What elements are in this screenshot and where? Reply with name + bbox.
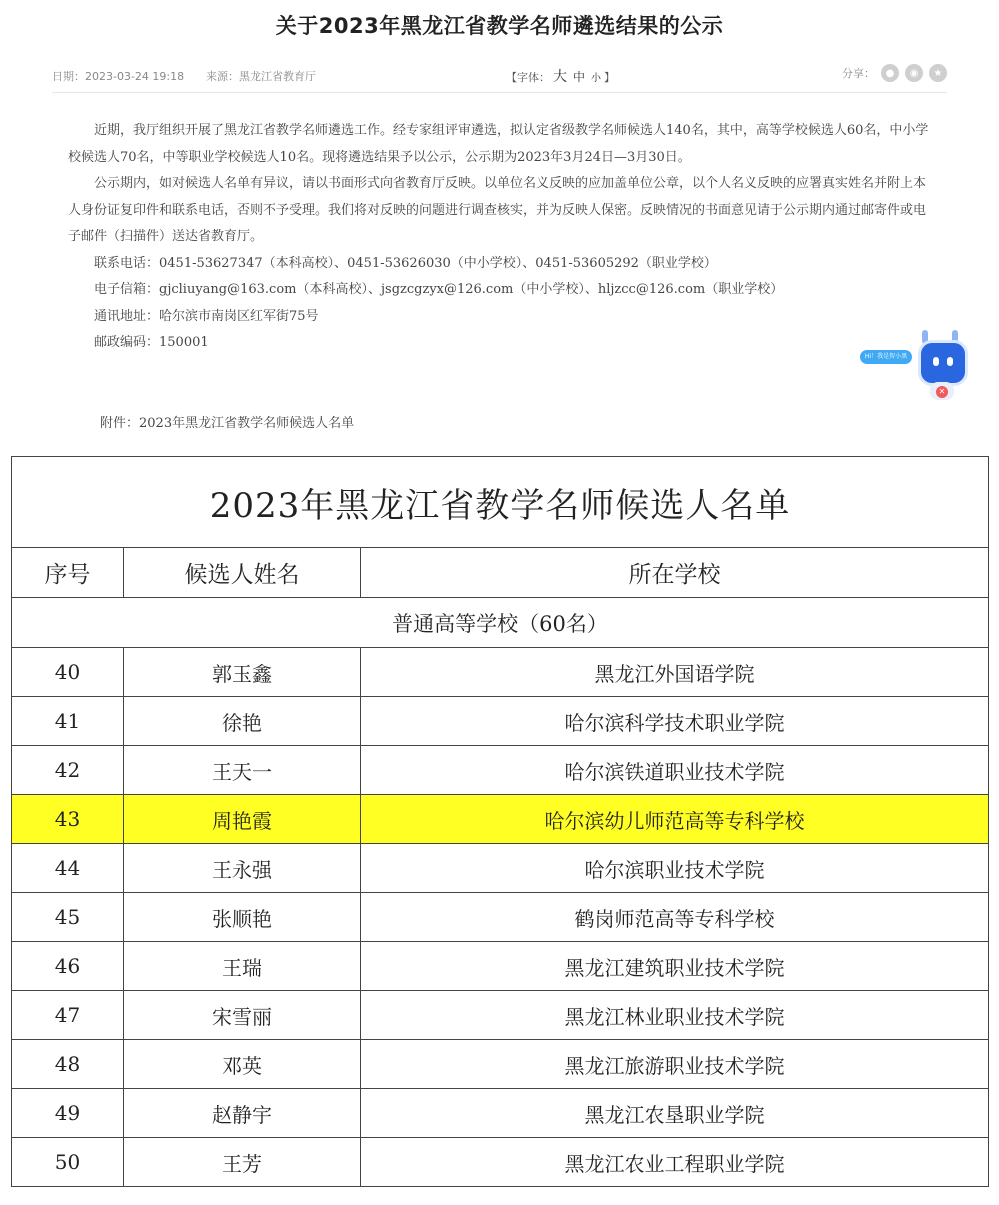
attachment-link[interactable]: 附件：2023年黑龙江省教学名师候选人名单: [100, 416, 355, 431]
cell-serial: 40: [12, 648, 124, 697]
font-size-label: 【字体：: [506, 71, 550, 84]
article-title: 关于2023年黑龙江省教学名师遴选结果的公示: [275, 14, 724, 38]
paragraph-1: 近期，我厅组织开展了黑龙江省教学名师遴选工作。经专家组评审遴选，拟认定省级教学名师候选人140名，其中，高等学校候选人60名，中小学校候选人70名，中等职业学校候选人10名。现将遴选结果予以公示，公示期为2023年3月24日—3月30日。: [68, 123, 929, 165]
assistant-robot-widget[interactable]: [860, 330, 980, 410]
share-bar: [842, 64, 947, 82]
wechat-share-icon[interactable]: ●: [881, 64, 899, 82]
cell-name: 王永强: [124, 844, 361, 893]
cell-serial: 48: [12, 1040, 124, 1089]
cell-serial: 42: [12, 746, 124, 795]
section-title: 普通高等学校（60名）: [12, 598, 989, 648]
cell-serial: 44: [12, 844, 124, 893]
candidate-table: [11, 456, 989, 1187]
table-row: [12, 697, 989, 746]
cell-school: 黑龙江外国语学院: [361, 648, 989, 697]
header-name: 候选人姓名: [124, 548, 361, 598]
font-size-large-button[interactable]: 大: [553, 69, 567, 85]
table-row: [12, 893, 989, 942]
table-row: [12, 1089, 989, 1138]
cell-name: 赵静宇: [124, 1089, 361, 1138]
share-label: 分享：: [842, 67, 875, 80]
cell-serial: 50: [12, 1138, 124, 1187]
cell-name: 邓英: [124, 1040, 361, 1089]
cell-serial: 47: [12, 991, 124, 1040]
cell-name: 王天一: [124, 746, 361, 795]
robot-head-icon: [918, 340, 968, 386]
cell-school: 黑龙江旅游职业技术学院: [361, 1040, 989, 1089]
font-size-label-close: 】: [604, 71, 616, 84]
cell-name: 徐艳: [124, 697, 361, 746]
cell-school: 哈尔滨职业技术学院: [361, 844, 989, 893]
header-serial: 序号: [12, 548, 124, 598]
cell-serial: 45: [12, 893, 124, 942]
assistant-greeting-bubble: Hi！我是智小黑: [860, 350, 912, 364]
cell-name: 宋雪丽: [124, 991, 361, 1040]
weibo-share-icon[interactable]: ◉: [905, 64, 923, 82]
paragraph-2: 公示期内，如对候选人名单有异议，请以书面形式向省教育厅反映。以单位名义反映的应加盖单位公章，以个人名义反映的应署真实姓名并附上本人身份证复印件和联系电话，否则不予受理。我们将对反映的问题进行调查核实，并为反映人保密。反映情况的书面意见请于公示期内通过邮寄件或电子邮件（扫描件）送达省教育厅。: [68, 176, 927, 244]
article-meta: [52, 58, 947, 93]
publish-date: 日期：2023-03-24 19:18: [52, 70, 185, 83]
contact-email: 电子信箱：gjcliuyang@163.com（本科高校）、jsgzcgzyx@126.com（中小学校）、hljzcc@126.com（职业学校）: [94, 282, 784, 297]
font-size-switcher: [506, 66, 615, 86]
header-school: 所在学校: [361, 548, 989, 598]
close-icon[interactable]: ✕: [936, 386, 948, 398]
cell-serial: 49: [12, 1089, 124, 1138]
contact-phone: 联系电话：0451-53627347（本科高校）、0451-53626030（中小学校）、0451-53605292（职业学校）: [94, 255, 717, 271]
cell-name: 王瑞: [124, 942, 361, 991]
cell-name: 王芳: [124, 1138, 361, 1187]
cell-serial: 41: [12, 697, 124, 746]
cell-serial: 43: [12, 795, 124, 844]
table-row: [12, 1040, 989, 1089]
table-row: [12, 746, 989, 795]
table-row: [12, 942, 989, 991]
postal-code: 邮政编码：150001: [94, 335, 209, 350]
table-row: [12, 991, 989, 1040]
table-row: [12, 795, 989, 844]
favorite-share-icon[interactable]: ★: [929, 64, 947, 82]
robot-eye-icon: [947, 357, 953, 366]
cell-name: 张顺艳: [124, 893, 361, 942]
table-row: [12, 844, 989, 893]
table-row: [12, 648, 989, 697]
table-caption: 2023年黑龙江省教学名师候选人名单: [12, 457, 989, 548]
robot-eye-icon: [933, 357, 939, 366]
cell-school: 哈尔滨铁道职业技术学院: [361, 746, 989, 795]
cell-name: 周艳霞: [124, 795, 361, 844]
cell-school: 黑龙江建筑职业技术学院: [361, 942, 989, 991]
cell-school: 黑龙江农业工程职业学院: [361, 1138, 989, 1187]
cell-serial: 46: [12, 942, 124, 991]
font-size-small-button[interactable]: 小: [591, 73, 602, 84]
cell-school: 黑龙江林业职业技术学院: [361, 991, 989, 1040]
cell-school: 黑龙江农垦职业学院: [361, 1089, 989, 1138]
article-source: 来源：黑龙江省教育厅: [206, 70, 316, 83]
article-body: [68, 118, 936, 357]
table-row: [12, 1138, 989, 1187]
font-size-medium-button[interactable]: 中: [573, 70, 586, 84]
cell-name: 郭玉鑫: [124, 648, 361, 697]
mailing-address: 通讯地址：哈尔滨市南岗区红军街75号: [94, 308, 319, 324]
cell-school: 哈尔滨科学技术职业学院: [361, 697, 989, 746]
cell-school: 哈尔滨幼儿师范高等专科学校: [361, 795, 989, 844]
cell-school: 鹤岗师范高等专科学校: [361, 893, 989, 942]
